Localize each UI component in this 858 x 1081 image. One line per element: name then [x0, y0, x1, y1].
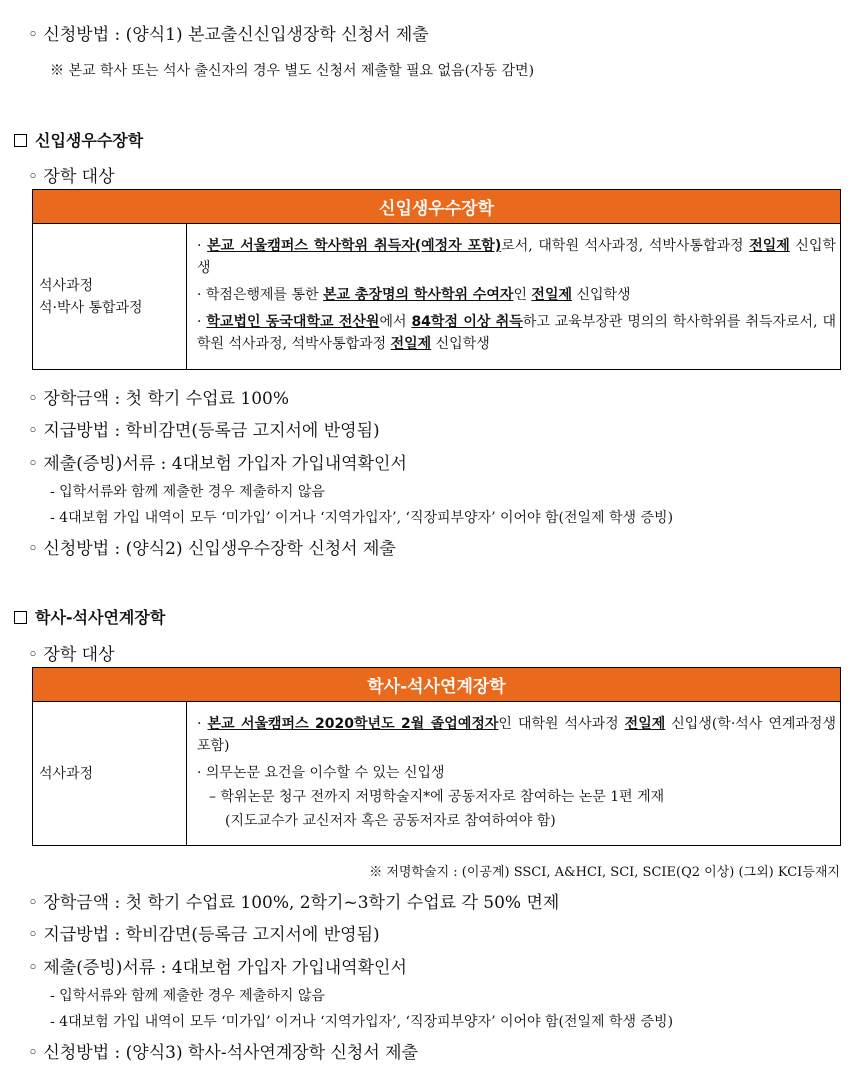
- section2-docs-sub1: - 입학서류와 함께 제출한 경우 제출하지 않음: [50, 988, 325, 1004]
- section2-apply: ◦ 신청방법 : (양식3) 학사-석사연계장학 신청서 제출: [28, 1043, 419, 1063]
- section1-amount: ◦ 장학금액 : 첫 학기 수업료 100%: [28, 389, 289, 409]
- section2-docs: ◦ 제출(증빙)서류 : 4대보험 가입자 가입내역확인서: [28, 958, 407, 978]
- section1-docs: ◦ 제출(증빙)서류 : 4대보험 가입자 가입내역확인서: [28, 454, 407, 474]
- top-apply-method: ◦ 신청방법 : (양식1) 본교출신신입생장학 신청서 제출: [28, 25, 429, 45]
- section1-row-label: [33, 224, 187, 370]
- section1-target-label: ◦ 장학 대상: [28, 167, 115, 187]
- section2-heading: [14, 605, 165, 628]
- section2-title: 학사-석사연계장학: [35, 608, 166, 627]
- section1-title: 신입생우수장학: [35, 131, 144, 150]
- section1-heading: [14, 128, 143, 151]
- section1-table: [32, 189, 841, 370]
- section1-docs-sub2: - 4대보험 가입 내역이 모두 ‘미가입’ 이거나 ‘지역가입자’, ‘직장피부양자’ 이어야 함(전일제 학생 증빙): [50, 510, 674, 526]
- top-note: ※ 본교 학사 또는 석사 출신자의 경우 별도 신청서 제출할 필요 없음(자동 감면): [50, 63, 535, 79]
- section2-docs-sub2: - 4대보험 가입 내역이 모두 ‘미가입’ 이거나 ‘지역가입자’, ‘직장피부양자’ 이어야 함(전일제 학생 증빙): [50, 1014, 674, 1030]
- section2-footnote: ※ 저명학술지 : (이공계) SSCI, A&HCI, SCI, SCIE(Q2 이상) (그외) KCI등재지: [369, 865, 840, 880]
- section2-target-label: ◦ 장학 대상: [28, 645, 115, 665]
- section2-table: [32, 667, 841, 846]
- label-masters: 석사과정: [39, 277, 94, 294]
- section2-amount: ◦ 장학금액 : 첫 학기 수업료 100%, 2학기~3학기 수업료 각 50% 면제: [28, 893, 560, 913]
- criteria2-item-2: · 의무논문 요건을 이수할 수 있는 신입생: [197, 764, 445, 781]
- criteria-item-2: · 학점은행제를 통한 본교 총장명의 학사학위 수여자인 전일제 신입학생: [197, 287, 631, 303]
- section1-table-header: 신입생우수장학: [33, 190, 841, 224]
- section1-criteria: [187, 224, 841, 370]
- section1-docs-sub1: - 입학서류와 함께 제출한 경우 제출하지 않음: [50, 484, 325, 500]
- criteria2-item-2-sub1: – 학위논문 청구 전까지 저명학술지*에 공동저자로 참여하는 논문 1편 게재: [209, 788, 665, 805]
- label-integrated: 석·박사 통합과정: [39, 299, 143, 316]
- section2-method: ◦ 지급방법 : 학비감면(등록금 고지서에 반영됨): [28, 925, 380, 945]
- section1-method: ◦ 지급방법 : 학비감면(등록금 고지서에 반영됨): [28, 421, 380, 441]
- section1-apply: ◦ 신청방법 : (양식2) 신입생우수장학 신청서 제출: [28, 539, 396, 559]
- criteria2-item-1: · 본교 서울캠퍼스 2020학년도 2월 졸업예정자인 대학원 석사과정 전일제 신입생(학·석사 연계과정생 포함): [197, 715, 836, 754]
- criteria2-item-2-sub2: (지도교수가 교신저자 혹은 공동저자로 참여하여야 함): [225, 812, 556, 829]
- criteria-item-3: · 학교법인 동국대학교 전산원에서 84학점 이상 취득하고 교육부장관 명의의 학사학위를 취득자로서, 대학원 석사과정, 석박사통합과정 전일제 신입학생: [197, 314, 836, 352]
- section2-table-header: 학사-석사연계장학: [33, 668, 841, 702]
- section2-criteria: [187, 702, 841, 846]
- section2-row-label: 석사과정: [33, 702, 187, 846]
- empty-square-icon: [14, 134, 27, 147]
- criteria-item-1: · 본교 서울캠퍼스 학사학위 취득자(예정자 포함)로서, 대학원 석사과정, 석박사통합과정 전일제 신입학생: [197, 238, 837, 276]
- empty-square-icon: [14, 611, 27, 624]
